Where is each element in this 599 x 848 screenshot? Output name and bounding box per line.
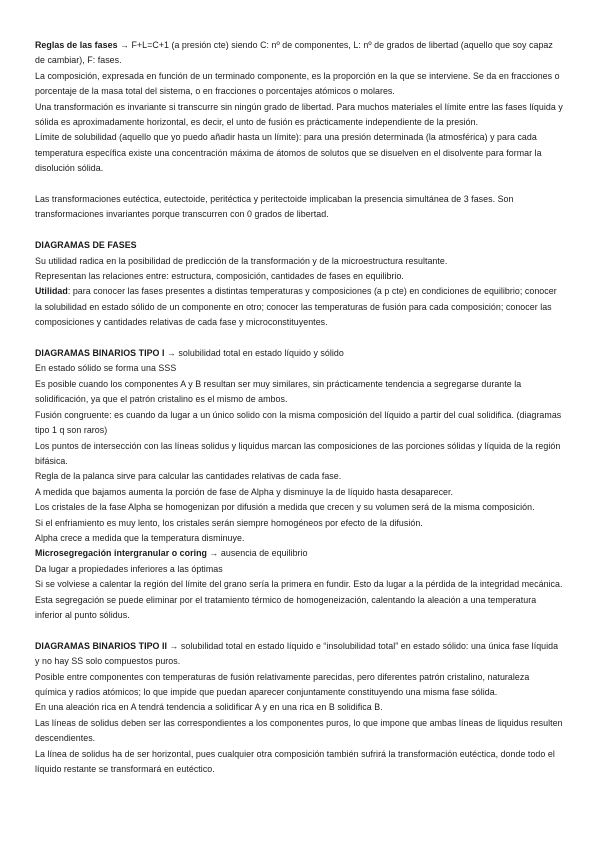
type1-line: Fusión congruente: es cuando da lugar a un único solido con la misma composición del líquido a partir del cual solidifica. (diagramas tipo 1 q son raros) (35, 409, 562, 436)
composition-paragraph: La composición, expresada en función de un terminado componente, es la proporción en la que se interviene. Se da en fracciones o porcentaje de la masa total del sistema, o en fracciones o porcentajes atómicos o molares. (35, 70, 560, 97)
coring-text: → ausencia de equilibrio (206, 548, 308, 559)
phase-diagrams-heading: DIAGRAMAS DE FASES (35, 240, 137, 251)
utility-intro-paragraph: Su utilidad radica en la posibilidad de predicción de la transformación y de la microestructura resultante. (35, 255, 448, 266)
utility-label: Utilidad (35, 286, 68, 297)
type2-line: En una aleación rica en A tendrá tendencia a solidificar A y en una rica en B solidifica B. (35, 702, 383, 713)
utility-text: : para conocer las fases presentes a distintas temperaturas y composiciones (a p cte) en condiciones de equilibrio; conocer la solubilidad en estado sólido de un componente en otro; conocer las temperaturas de fusión para cada composición; conocer las composiciones y cantidades relativas de cada fase y microconstituyentes. (35, 286, 557, 328)
type2-heading-text: → solubilidad total en estado líquido e “insolubilidad total” en estado sólido: una única fase líquida y no hay SS solo compuestos puros. (35, 640, 559, 667)
type1-line: Los cristales de la fase Alpha se homogenizan por difusión a medida que crecen y su volumen será de la misma composición. (35, 502, 535, 513)
phase-rule-label: Reglas de las fases (35, 40, 118, 50)
coring-detail-line: Si se volviese a calentar la región del límite del grano sería la primera en fundir. Esto da lugar a la pérdida de la integridad mecánica. (35, 579, 563, 590)
type1-line: A medida que bajamos aumenta la porción de fase de Alpha y disminuye la de líquido hasta desaparecer. (35, 486, 454, 497)
invariant-paragraph: Una transformación es invariante si transcurre sin ningún grado de libertad. Para muchos materiales el límite entre las fases líquida y sólida es aproximadamente horizontal, es decir, el unto de fusión es prácticamente independiente de la presión. (35, 101, 563, 128)
type1-line: Si el enfriamiento es muy lento, los cristales serán siempre homogéneos por efecto de la difusión. (35, 517, 423, 528)
spacer (35, 223, 563, 238)
utility-paragraph (35, 284, 563, 330)
type1-line: Regla de la palanca sirve para calcular las cantidades relativas de cada fase. (35, 471, 342, 482)
phase-rule-paragraph (35, 38, 563, 69)
type1-heading-line (35, 346, 563, 361)
type2-line: La línea de solidus ha de ser horizontal, pues cualquier otra composición también sufrirá la transformación eutéctica, donde todo el líquido restante se transformará en eutéctico. (35, 748, 555, 775)
spacer (35, 177, 563, 192)
type1-heading-text: → solubilidad total en estado líquido y sólido (164, 348, 344, 359)
type2-heading: DIAGRAMAS BINARIOS TIPO II (35, 640, 167, 651)
type2-line: Las líneas de solidus deben ser las correspondientes a los componentes puros, lo que impone que ambas líneas de liquidus resulten descendientes. (35, 717, 563, 744)
spacer (35, 623, 563, 638)
type1-line: Los puntos de intersección con las líneas solidus y liquidus marcan las composiciones de las porciones sólidas y líquida de la región bifásica. (35, 440, 561, 466)
coring-label: Microsegregación intergranular o coring (35, 548, 207, 559)
type1-line: Es posible cuando los componentes A y B resultan ser muy similares, sin prácticamente tendencia a segregarse durante la solidificación, ya que el patrón cristalino es el mismo de ambos. (35, 378, 522, 405)
document-page (35, 38, 563, 777)
spacer (35, 331, 563, 346)
coring-detail-line: Da lugar a propiedades inferiores a las óptimas (35, 563, 223, 574)
type1-line: En estado sólido se forma una SSS (35, 363, 177, 374)
type2-heading-line (35, 639, 563, 670)
relations-paragraph: Representan las relaciones entre: estructura, composición, cantidades de fases en equilibrio. (35, 271, 404, 282)
eutectic-paragraph: Las transformaciones eutéctica, eutectoide, peritéctica y peritectoide implicaban la presencia simultánea de 3 fases. Son transformaciones invariantes porque transcurren con 0 grados de libertad. (35, 194, 514, 220)
coring-line (35, 546, 563, 561)
type2-line: Posible entre componentes con temperaturas de fusión relativamente parecidas, pero diferentes patrón cristalino, naturaleza química y radios atómicos; lo que impide que puedan aparecer conjuntamente constituyendo una misma fase sólida. (35, 671, 530, 697)
coring-detail-line: Esta segregación se puede eliminar por el tratamiento térmico de homogeneización, calentando la aleación a una temperatura inferior al punto sólidus. (35, 594, 537, 620)
phase-rule-text: → F+L=C+1 (a presión cte) siendo C: nº de componentes, L: nº de grados de libertad (aquello que soy capaz de cambiar), F: fases. (35, 40, 553, 66)
type1-line: Alpha crece a medida que la temperatura disminuye. (35, 532, 245, 543)
solubility-limit-paragraph: Límite de solubilidad (aquello que yo puedo añadir hasta un límite): para una presión determinada (la atmosférica) y para cada temperatura específica existe una concentración máxima de átomos de solutos que se disuelven en el disolvente para formar la disolución sólida. (35, 132, 542, 174)
type1-heading: DIAGRAMAS BINARIOS TIPO I (35, 348, 165, 359)
